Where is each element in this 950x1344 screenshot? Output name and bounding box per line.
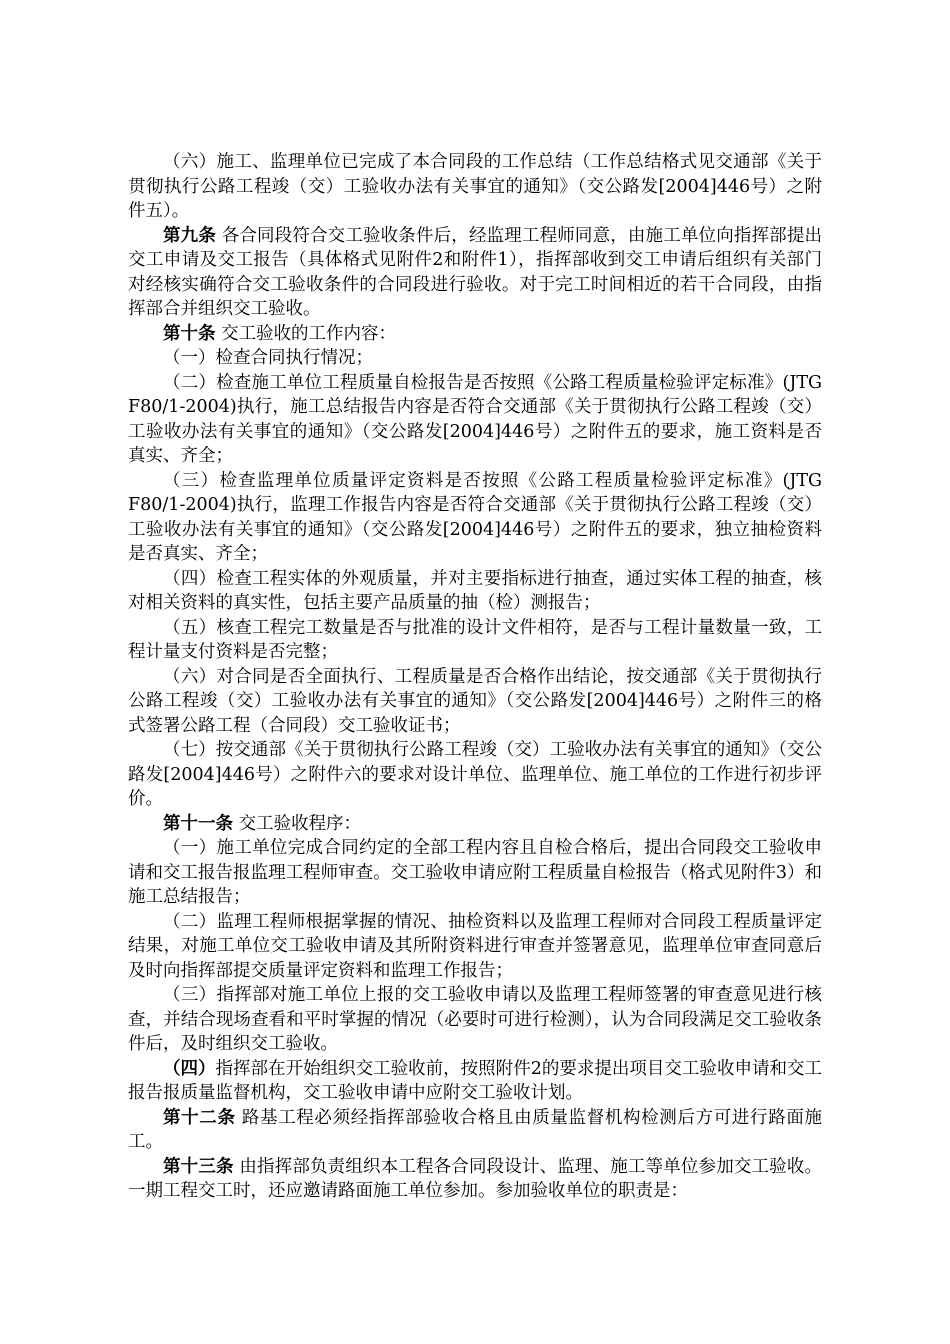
document-page [128, 150, 822, 1204]
paragraph-text: （三）指挥部对施工单位上报的交工验收申请以及监理工程师签署的审查意见进行核查，并结合现场查看和平时掌握的情况（必要时可进行检测），认为合同段满足交工验收条件后，及时组织交工验收。 [128, 985, 822, 1054]
article-heading: 第十二条 [163, 1107, 236, 1128]
paragraph-text: 各合同段符合交工验收条件后，经监理工程师同意，由施工单位向指挥部提出交工申请及交工报告（具体格式见附件2和附件1），指挥部收到交工申请后组织有关部门对经核实确符合交工验收条件的合同段进行验收。对于完工时间相近的若干合同段，由指挥部合并组织交工验收。 [128, 225, 823, 319]
paragraph-text: （二）监理工程师根据掌握的情况、抽检资料以及监理工程师对合同段工程质量评定结果，对施工单位交工验收申请及其所附资料进行审查并签署意见，监理单位审查同意后及时向指挥部提交质量评定资料和监理工作报告； [128, 911, 822, 981]
paragraph-text: 交工验收的工作内容： [215, 323, 397, 344]
paragraph-12 [128, 836, 822, 910]
paragraph-text: （一）施工单位完成合同约定的全部工程内容且自检合格后，提出合同段交工验收申请和交工报告报监理工程师审查。交工验收申请应附工程质量自检报告（格式见附件3）和施工总结报告； [128, 838, 822, 907]
paragraph-11 [128, 812, 822, 837]
paragraph-text: （四）检查工程实体的外观质量，并对主要指标进行抽查，通过实体工程的抽查，核对相关资料的真实性，包括主要产品质量的抽（检）测报告； [128, 568, 822, 613]
paragraph-text: 由指挥部负责组织本工程各合同段设计、监理、施工等单位参加交工验收。一期工程交工时，还应邀请路面施工单位参加。参加验收单位的职责是： [128, 1156, 823, 1201]
paragraph-text: （六）施工、监理单位已完成了本合同段的工作总结（工作总结格式见交通部《关于贯彻执行公路工程竣（交）工验收办法有关事宜的通知》（交公路发[2004]446号）之附件五）。 [128, 152, 822, 221]
paragraph-3 [128, 322, 822, 347]
paragraph-2 [128, 224, 822, 322]
article-heading: 第十一条 [163, 813, 233, 834]
paragraph-13 [128, 910, 822, 984]
paragraph-text: （三）检查监理单位质量评定资料是否按照《公路工程质量检验评定标准》(JTG F80/1-2004)执行，监理工作报告内容是否符合交通部《关于贯彻执行公路工程竣（交）工验收办法有关事宜的通知》（交公路发[2004]446号）之附件五的要求，独立抽检资料是否真实、齐全； [128, 470, 822, 564]
paragraph-text: 交工验收程序： [233, 813, 362, 834]
paragraph-5 [128, 371, 822, 469]
paragraph-17 [128, 1155, 822, 1204]
paragraph-text: （二）检查施工单位工程质量自检报告是否按照《公路工程质量检验评定标准》(JTG F80/1-2004)执行，施工总结报告内容是否符合交通部《关于贯彻执行公路工程竣（交）工验收办法有关事宜的通知》（交公路发[2004]446号）之附件五的要求，施工资料是否真实、齐全； [128, 372, 822, 466]
paragraph-7 [128, 567, 822, 616]
paragraph-9 [128, 665, 822, 739]
article-heading: 第十三条 [163, 1156, 234, 1177]
article-heading: （四） [163, 1058, 216, 1079]
paragraph-text: （一）检查合同执行情况； [163, 348, 373, 368]
paragraph-15 [128, 1057, 822, 1106]
paragraph-14 [128, 983, 822, 1057]
paragraph-8 [128, 616, 822, 665]
article-heading: 第九条 [163, 225, 216, 246]
paragraph-4 [128, 346, 822, 371]
paragraph-text: （七）按交通部《关于贯彻执行公路工程竣（交）工验收办法有关事宜的通知》（交公路发[2004]446号）之附件六的要求对设计单位、监理单位、施工单位的工作进行初步评价。 [128, 740, 822, 809]
paragraph-6 [128, 469, 822, 567]
paragraph-text: 指挥部在开始组织交工验收前，按照附件2的要求提出项目交工验收申请和交工报告报质量监督机构，交工验收申请中应附交工验收计划。 [128, 1058, 822, 1103]
paragraph-text: （五）核查工程完工数量是否与批准的设计文件相符，是否与工程计量数量一致，工程计量支付资料是否完整； [128, 617, 822, 662]
article-heading: 第十条 [163, 323, 216, 344]
paragraph-text: 路基工程必须经指挥部验收合格且由质量监督机构检测后方可进行路面施工。 [128, 1107, 823, 1152]
paragraph-text: （六）对合同是否全面执行、工程质量是否合格作出结论，按交通部《关于贯彻执行公路工程竣（交）工验收办法有关事宜的通知》（交公路发[2004]446号）之附件三的格式签署公路工程（合同段）交工验收证书； [128, 666, 822, 736]
paragraph-16 [128, 1106, 822, 1155]
paragraph-10 [128, 738, 822, 812]
paragraph-1 [128, 150, 822, 224]
